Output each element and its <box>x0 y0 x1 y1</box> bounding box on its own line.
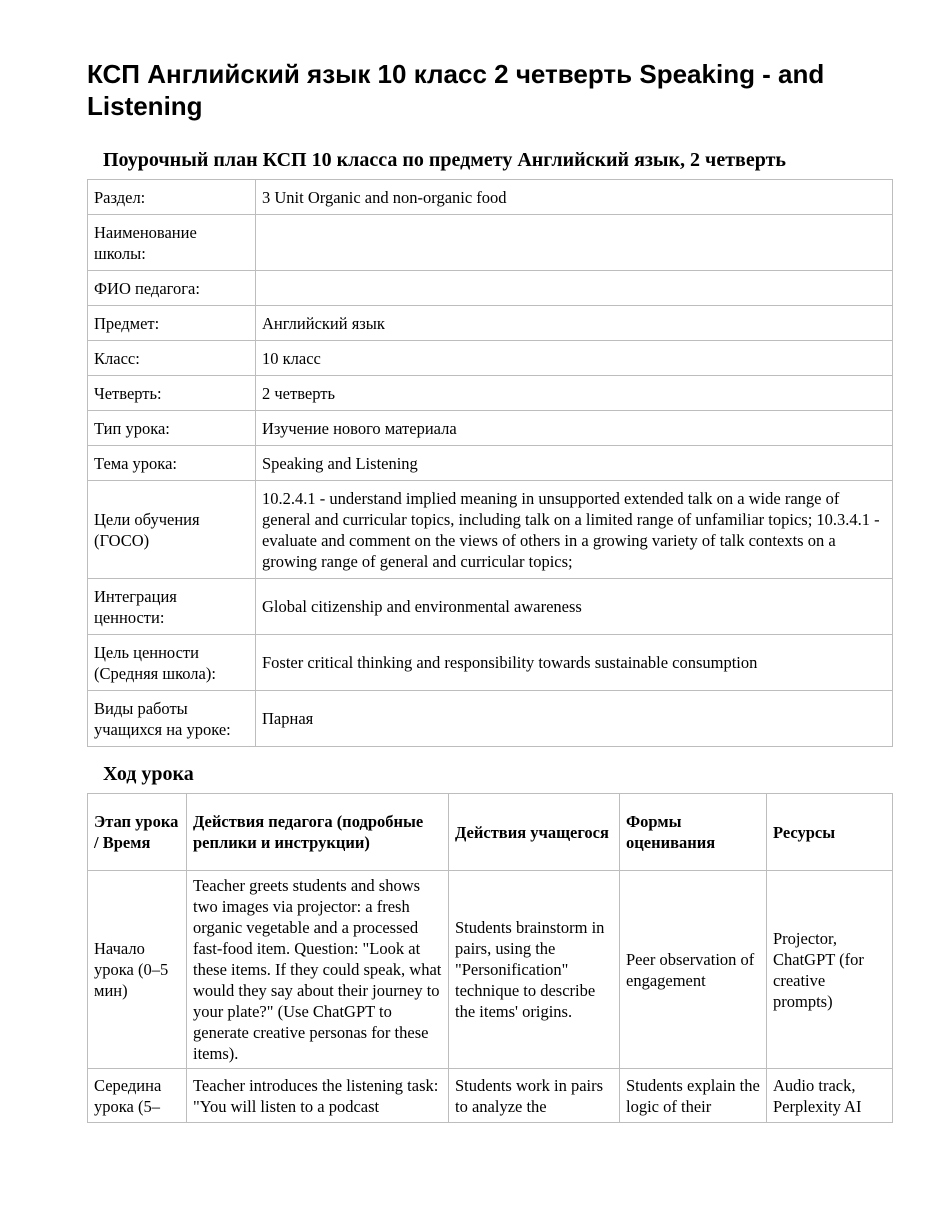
info-row <box>88 446 893 481</box>
table-row <box>88 1069 893 1123</box>
column-header-resources: Ресурсы <box>767 794 893 871</box>
info-row <box>88 691 893 747</box>
student-actions-cell: Students work in pairs to analyze the <box>449 1069 620 1123</box>
teacher-actions-cell: Teacher greets students and shows two images via projector: a fresh organic vegetable and a processed fast-food item. Question: "Look at these items. If they could speak, what would they say about their journey to your plate?" (Use ChatGPT to generate creative personas for these items). <box>187 871 449 1069</box>
resources-cell: Projector, ChatGPT (for creative prompts) <box>767 871 893 1069</box>
info-value: 10.2.4.1 - understand implied meaning in unsupported extended talk on a wide range of general and curricular topics, including talk on a limited range of unfamiliar topics; 10.3.4.1 - evaluate and comment on the views of others in a growing variety of talk contexts on a growing range of general and curricular topics; <box>256 481 893 579</box>
info-row <box>88 635 893 691</box>
info-label: Цель ценности (Средняя школа): <box>88 635 256 691</box>
info-label: Интеграция ценности: <box>88 579 256 635</box>
lesson-course-heading: Ход урока <box>103 763 194 785</box>
info-label: Тема урока: <box>88 446 256 481</box>
info-label: ФИО педагога: <box>88 271 256 306</box>
teacher-actions-cell: Teacher introduces the listening task: "You will listen to a podcast <box>187 1069 449 1123</box>
info-label: Тип урока: <box>88 411 256 446</box>
info-value: Английский язык <box>256 306 893 341</box>
info-value: Парная <box>256 691 893 747</box>
info-row <box>88 341 893 376</box>
column-header-assessment: Формы оценивания <box>620 794 767 871</box>
info-row <box>88 215 893 271</box>
info-row <box>88 411 893 446</box>
stage-cell: Середина урока (5– <box>88 1069 187 1123</box>
info-value: Foster critical thinking and responsibility towards sustainable consumption <box>256 635 893 691</box>
info-label: Цели обучения (ГОСО) <box>88 481 256 579</box>
info-value: 3 Unit Organic and non-organic food <box>256 180 893 215</box>
stage-cell: Начало урока (0–5 мин) <box>88 871 187 1069</box>
lesson-plan-heading: Поурочный план КСП 10 класса по предмету Английский язык, 2 четверть <box>103 149 786 171</box>
info-value: 2 четверть <box>256 376 893 411</box>
column-header-teacher-actions: Действия педагога (подробные реплики и инструкции) <box>187 794 449 871</box>
info-row <box>88 306 893 341</box>
info-value <box>256 271 893 306</box>
column-header-student-actions: Действия учащегося <box>449 794 620 871</box>
document-title: КСП Английский язык 10 класс 2 четверть Speaking - and Listening <box>87 59 825 121</box>
assessment-cell: Peer observation of engagement <box>620 871 767 1069</box>
info-row <box>88 579 893 635</box>
info-label: Класс: <box>88 341 256 376</box>
resources-cell: Audio track, Perplexity AI <box>767 1069 893 1123</box>
table-header-row <box>88 794 893 871</box>
column-header-stage: Этап урока / Время <box>88 794 187 871</box>
info-value: Изучение нового материала <box>256 411 893 446</box>
assessment-cell: Students explain the logic of their <box>620 1069 767 1123</box>
info-value: Global citizenship and environmental awareness <box>256 579 893 635</box>
info-label: Четверть: <box>88 376 256 411</box>
info-row <box>88 271 893 306</box>
info-value: Speaking and Listening <box>256 446 893 481</box>
info-label: Раздел: <box>88 180 256 215</box>
lesson-course-table <box>87 793 893 1123</box>
info-row <box>88 481 893 579</box>
info-row <box>88 180 893 215</box>
info-label: Наименование школы: <box>88 215 256 271</box>
table-row <box>88 871 893 1069</box>
info-label: Виды работы учащихся на уроке: <box>88 691 256 747</box>
info-value <box>256 215 893 271</box>
info-value: 10 класс <box>256 341 893 376</box>
info-label: Предмет: <box>88 306 256 341</box>
info-row <box>88 376 893 411</box>
lesson-info-table <box>87 179 893 747</box>
student-actions-cell: Students brainstorm in pairs, using the "Personification" technique to describe the items' origins. <box>449 871 620 1069</box>
